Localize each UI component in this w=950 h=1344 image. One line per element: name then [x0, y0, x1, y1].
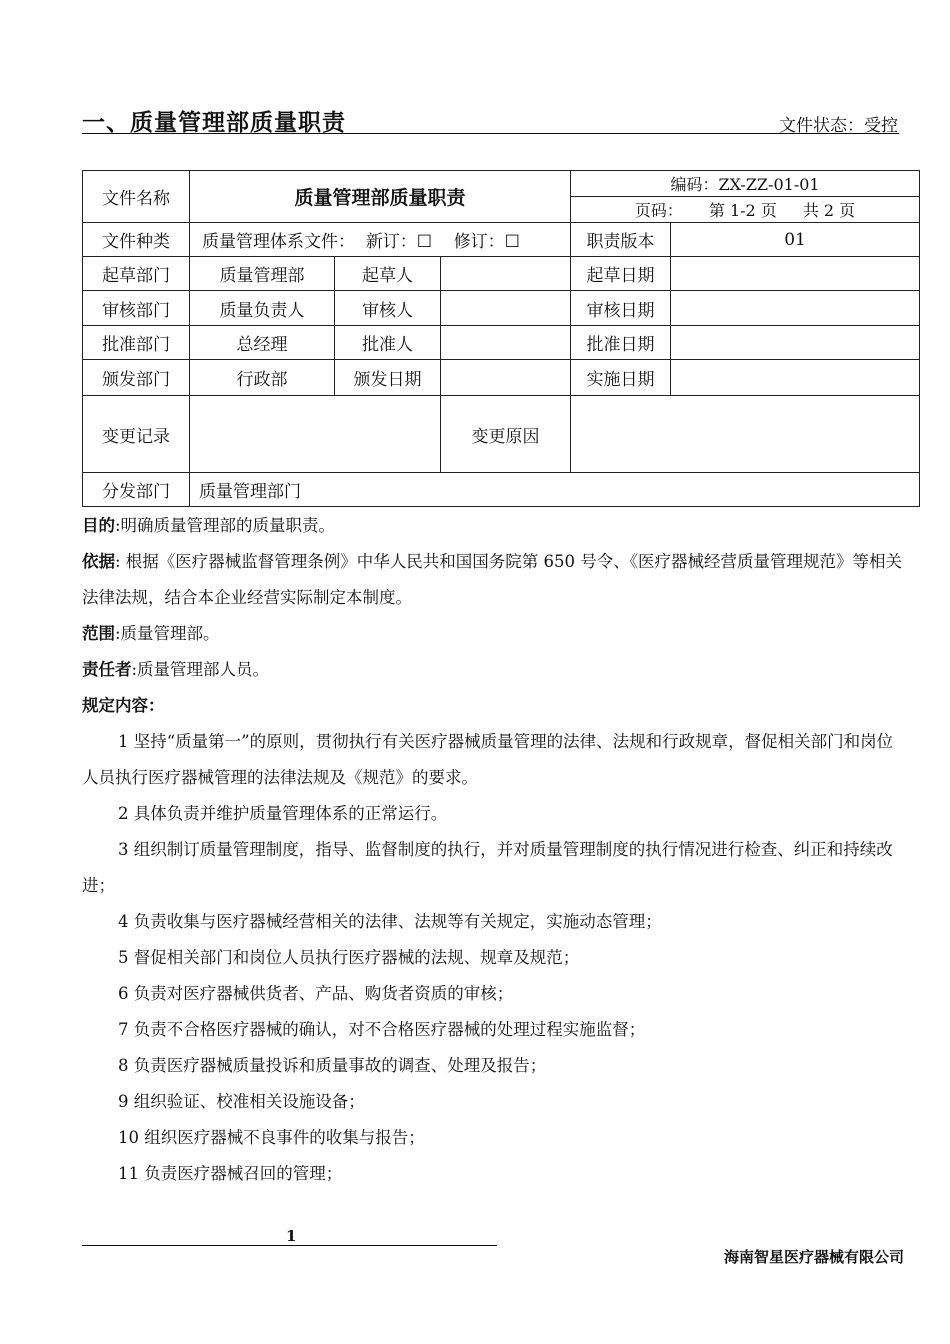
approve-dept-label: 批准部门: [83, 326, 190, 360]
purpose-text: :明确质量管理部的质量职责。: [115, 516, 336, 535]
draft-dept-label: 起草部门: [83, 257, 190, 291]
doc-page-info: [571, 197, 920, 223]
distribution-value: 质量管理部门: [190, 473, 920, 507]
change-reason-value: [571, 396, 920, 473]
list-item: 7 负责不合格医疗器械的确认，对不合格医疗器械的处理过程实施监督；: [118, 1020, 646, 1039]
contents-heading: 规定内容：: [82, 696, 165, 715]
purpose-label: 目的: [82, 516, 115, 535]
revise-checkbox[interactable]: 修订：☐: [453, 232, 520, 252]
list-item: 6 负责对医疗器械供货者、产品、购货者资质的审核；: [118, 984, 514, 1003]
document-body: [82, 508, 907, 1192]
change-reason-label: 变更原因: [441, 396, 571, 473]
purpose-paragraph: [82, 508, 907, 544]
list-item: 10 组织医疗器械不良事件的收集与报告；: [118, 1128, 425, 1147]
distribution-label: 分发部门: [83, 473, 190, 507]
version-label: 职责版本: [571, 223, 671, 257]
doc-type-label: 文件种类: [83, 223, 190, 257]
basis-text: : 根据《医疗器械监督管理条例》中华人民共和国国务院第 650 号令、《医疗器械经营质量管理规范》等相关法律法规，结合本企业经营实际制定本制度。: [82, 552, 903, 607]
drafter-label: 起草人: [335, 257, 441, 291]
issue-date-label: 颁发日期: [335, 360, 441, 396]
list-item: 3 组织制订质量管理制度，指导、监督制度的执行，并对质量管理制度的执行情况进行检查、纠正和持续改进；: [82, 840, 893, 895]
page-number: 1: [286, 1227, 297, 1245]
scope-text: :质量管理部。: [115, 624, 220, 643]
page-title: 一、质量管理部质量职责: [82, 110, 346, 136]
doc-code: 编码：ZX-ZZ-01-01: [571, 171, 920, 197]
footer-rule: [82, 1245, 497, 1246]
list-item: 1 坚持“质量第一”的原则，贯彻执行有关医疗器械质量管理的法律、法规和行政规章，督促相关部门和岗位人员执行医疗器械管理的法律法规及《规范》的要求。: [82, 732, 894, 787]
page-range: 第 1-2 页: [708, 201, 777, 220]
review-dept-label: 审核部门: [83, 291, 190, 326]
issue-date-value: [441, 360, 571, 396]
draft-date-label: 起草日期: [571, 257, 671, 291]
owner-paragraph: [82, 652, 907, 688]
approve-dept-value: 总经理: [190, 326, 335, 360]
list-item: 11 负责医疗器械召回的管理；: [118, 1164, 343, 1183]
drafter-value: [441, 257, 571, 291]
doc-type-value: [190, 223, 571, 257]
list-item: 8 负责医疗器械质量投诉和质量事故的调查、处理及报告；: [118, 1056, 547, 1075]
new-checkbox[interactable]: 新订：☐: [365, 232, 433, 252]
draft-date-value: [671, 257, 920, 291]
basis-label: 依据: [82, 552, 115, 571]
effective-date-value: [671, 360, 920, 396]
review-dept-value: 质量负责人: [190, 291, 335, 326]
list-item: 2 具体负责并维护质量管理体系的正常运行。: [118, 804, 448, 823]
scope-paragraph: [82, 616, 907, 652]
basis-paragraph: [82, 544, 907, 616]
owner-label: 责任者: [82, 660, 132, 679]
approver-value: [441, 326, 571, 360]
approve-date-label: 批准日期: [571, 326, 671, 360]
page-label: 页码：: [634, 201, 683, 220]
doc-type-text: 质量管理体系文件：: [202, 232, 355, 252]
company-name: 海南智星医疗器械有限公司: [723, 1248, 904, 1266]
reviewer-label: 审核人: [335, 291, 441, 326]
doc-name-value: 质量管理部质量职责: [190, 171, 571, 223]
change-record-value: [190, 396, 441, 473]
issue-dept-label: 颁发部门: [83, 360, 190, 396]
list-item: 9 组织验证、校准相关设施设备；: [118, 1092, 365, 1111]
version-value: 01: [671, 223, 920, 257]
document-status: 文件状态：受控: [779, 116, 898, 136]
owner-text: :质量管理部人员。: [131, 660, 270, 679]
page-total: 共 2 页: [802, 201, 856, 220]
issue-dept-value: 行政部: [190, 360, 335, 396]
scope-label: 范围: [82, 624, 115, 643]
header-rule: [82, 133, 899, 134]
effective-date-label: 实施日期: [571, 360, 671, 396]
approve-date-value: [671, 326, 920, 360]
document-info-table: [82, 170, 920, 507]
list-item: 5 督促相关部门和岗位人员执行医疗器械的法规、规章及规范；: [118, 948, 580, 967]
reviewer-value: [441, 291, 571, 326]
review-date-label: 审核日期: [571, 291, 671, 326]
approver-label: 批准人: [335, 326, 441, 360]
review-date-value: [671, 291, 920, 326]
doc-name-label: 文件名称: [83, 171, 190, 223]
draft-dept-value: 质量管理部: [190, 257, 335, 291]
change-record-label: 变更记录: [83, 396, 190, 473]
list-item: 4 负责收集与医疗器械经营相关的法律、法规等有关规定，实施动态管理；: [118, 912, 662, 931]
